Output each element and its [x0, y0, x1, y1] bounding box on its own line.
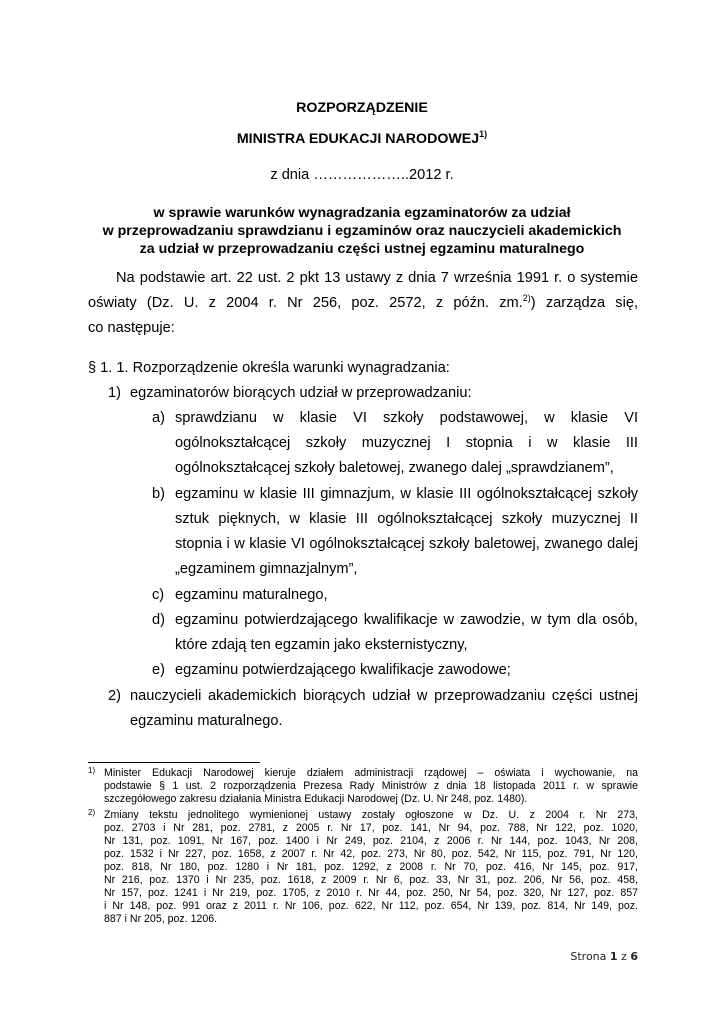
footnote-2-line-9: 887 i Nr 205, poz. 1206. — [104, 913, 218, 925]
footnote-separator — [88, 762, 260, 763]
issuer-text: MINISTRA EDUKACJI NARODOWEJ — [236, 131, 480, 147]
footnote-2-line-5: poz. 818, Nr 180, poz. 1280 i Nr 181, poz. 1292, z 2008 r. Nr 70, poz. 416, Nr 145, poz. 917, — [104, 861, 638, 873]
footnote-2-line-6: Nr 216, poz. 1370 i Nr 235, poz. 1618, z 2009 r. Nr 6, poz. 33, Nr 31, poz. 206, Nr 56, poz. 458, — [104, 874, 638, 886]
item-2-line-2: egzaminu maturalnego. — [130, 713, 283, 729]
item-b-letter: b) — [152, 486, 165, 502]
footnote-1-line-2: podstawie § 1 ust. 2 rozporządzenia Prezesa Rady Ministrów z dnia 18 listopada 2011 r. w sprawie — [104, 780, 638, 792]
item-1-number: 1) — [108, 385, 121, 401]
page-word: Strona — [570, 950, 607, 963]
item-2-number: 2) — [108, 688, 121, 704]
item-2-line-1: nauczycieli akademickich biorących udział w przeprowadzaniu części ustnej — [130, 688, 638, 704]
item-a-line-1: sprawdzianu w klasie VI szkoły podstawowej, w klasie VI — [175, 410, 638, 426]
page-total: 6 — [630, 950, 638, 963]
item-b-line-4: „egzaminem gimnazjalnym”, — [175, 561, 358, 577]
item-d-line-2: które zdają ten egzamin jako eksternistyczny, — [175, 637, 468, 653]
page-number — [570, 950, 638, 963]
document-title: ROZPORZĄDZENIE — [296, 100, 428, 116]
document-date: z dnia ………………..2012 r. — [270, 167, 454, 183]
footnote-1-mark: 1) — [88, 766, 96, 775]
item-1-text: egzaminatorów biorących udział w przeprowadzaniu: — [130, 385, 472, 401]
footnote-2-line-1: Zmiany tekstu jednolitego wymienionej ustawy zostały ogłoszone w Dz. U. z 2004 r. Nr 273, — [104, 809, 638, 821]
footnote-2-line-7: Nr 157, poz. 1241 i Nr 219, poz. 1705, z 2010 r. Nr 44, poz. 250, Nr 54, poz. 320, Nr 127, poz. 857 — [104, 887, 638, 899]
issuer — [0, 131, 724, 147]
item-e-text: egzaminu potwierdzającego kwalifikacje zawodowe; — [175, 662, 511, 678]
item-a-letter: a) — [152, 410, 165, 426]
subject-line-1: w sprawie warunków wynagradzania egzaminatorów za udział — [153, 205, 571, 221]
item-b-line-2: sztuk pięknych, w klasie III ogólnokształcącej szkoły muzycznej II — [175, 511, 638, 527]
preamble-footnote-ref[interactable]: 2) — [522, 293, 531, 303]
preamble-line-2a: oświaty (Dz. U. z 2004 r. Nr 256, poz. 2572, z późn. zm. — [88, 295, 523, 311]
item-c-text: egzaminu maturalnego, — [175, 587, 328, 603]
preamble-line-3: co następuje: — [88, 320, 175, 336]
preamble-line-1: Na podstawie art. 22 ust. 2 pkt 13 ustawy z dnia 7 września 1991 r. o systemie — [116, 270, 638, 286]
preamble-line-2b: ) zarządza się, — [530, 295, 638, 311]
footnote-2-line-2: poz. 2703 i Nr 281, poz. 2781, z 2005 r. Nr 17, poz. 141, Nr 94, poz. 788, Nr 122, poz. 1020, — [104, 822, 638, 834]
item-c-letter: c) — [152, 587, 165, 603]
item-e-letter: e) — [152, 662, 165, 678]
subject-line-2: w przeprowadzaniu sprawdzianu i egzaminów oraz nauczycieli akademickich — [102, 223, 622, 239]
issuer-footnote-ref[interactable]: 1) — [479, 129, 488, 139]
footnote-1-line-1: Minister Edukacji Narodowej kieruje działem administracji rządowej – oświata i wychowanie, na — [104, 767, 638, 779]
page-of: z — [621, 950, 627, 963]
item-b-line-3: stopnia i w klasie VI ogólnokształcącej szkoły baletowej, zwanego dalej — [175, 536, 638, 552]
footnote-2-line-3: Nr 131, poz. 1091, Nr 167, poz. 1400 i Nr 249, poz. 2104, z 2006 r. Nr 144, poz. 1043, Nr 208, — [104, 835, 638, 847]
item-d-line-1: egzaminu potwierdzającego kwalifikacje w zawodzie, w tym dla osób, — [175, 612, 638, 628]
footnote-1-line-3: szczegółowego zakresu działania Ministra Edukacji Narodowej (Dz. U. Nr 248, poz. 1480). — [104, 793, 528, 805]
subject-line-3: za udział w przeprowadzaniu części ustnej egzaminu maturalnego — [139, 241, 585, 257]
section-1-heading: § 1. 1. Rozporządzenie określa warunki wynagradzania: — [88, 360, 450, 376]
item-a-line-3: ogólnokształcącej szkoły baletowej, zwanego dalej „sprawdzianem”, — [175, 460, 614, 476]
page-current: 1 — [609, 950, 618, 963]
footnote-2-line-4: poz. 1532 i Nr 227, poz. 1658, z 2007 r. Nr 42, poz. 273, Nr 80, poz. 542, Nr 115, poz. 791, Nr 120, — [104, 848, 638, 860]
item-a-line-2: ogólnokształcącej szkoły muzycznej I stopnia i w klasie III — [175, 435, 638, 451]
item-b-line-1: egzaminu w klasie III gimnazjum, w klasie III ogólnokształcącej szkoły — [175, 486, 638, 502]
footnote-2-line-8: i Nr 148, poz. 991 oraz z 2011 r. Nr 106, poz. 622, Nr 112, poz. 654, Nr 139, poz. 814, Nr 149, poz. — [104, 900, 638, 912]
preamble-line-2 — [88, 295, 638, 311]
footnote-2-mark: 2) — [88, 808, 96, 817]
item-d-letter: d) — [152, 612, 165, 628]
